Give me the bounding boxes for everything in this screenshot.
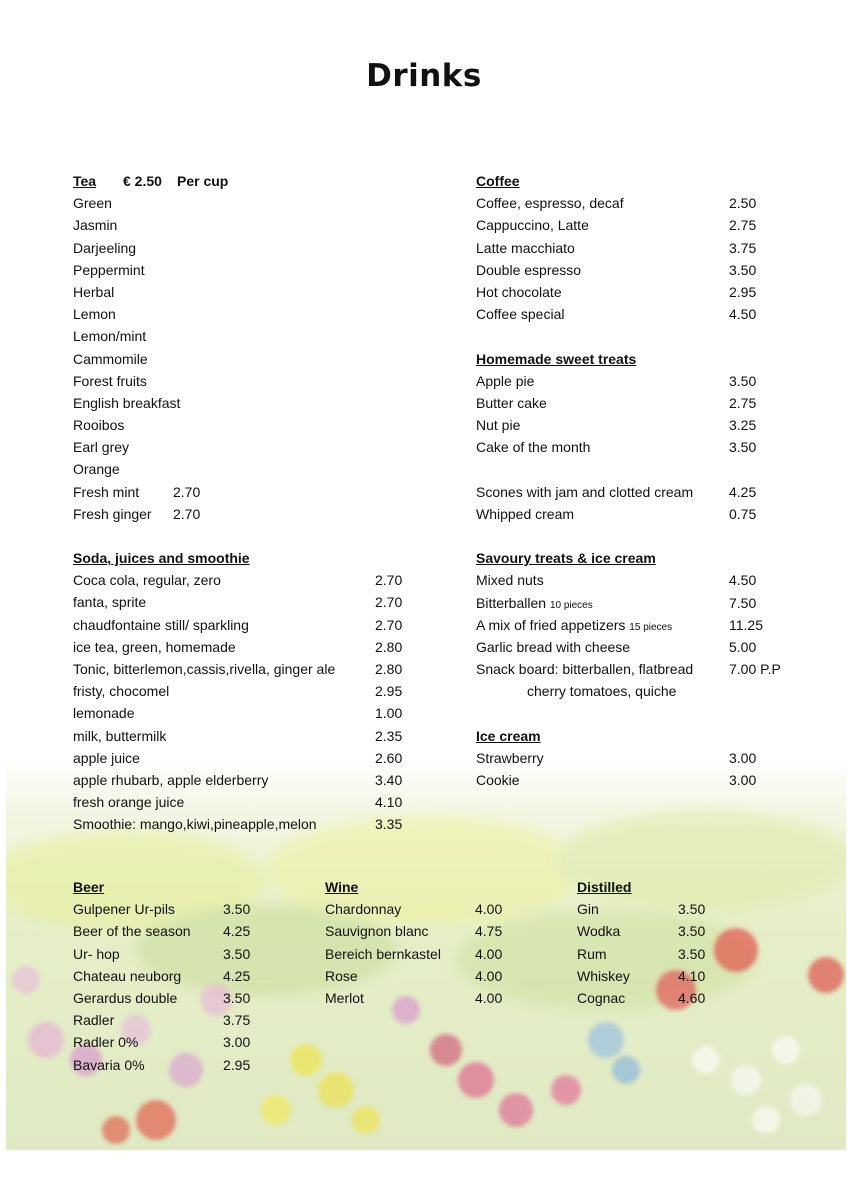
tea-section [73,170,403,525]
list-item [577,898,737,920]
sweet-heading: Homemade sweet treats [476,350,637,367]
list-item [73,591,413,613]
list-item [73,702,413,724]
item-price: 2.70 [173,483,201,500]
list-item [476,481,796,503]
list-item: Cammomile [73,350,148,367]
soda-section [73,547,413,835]
list-item [476,636,796,658]
wine-heading: Wine [325,879,359,895]
list-item [476,192,796,214]
item-note: 15 pieces [629,621,673,633]
item-price: 4.60 [678,989,706,1006]
list-item: Peppermint [73,261,145,278]
list-item [73,481,403,503]
item-name: Coffee special [476,306,565,323]
item-name: Fresh ginger [73,505,152,522]
list-item [73,636,413,658]
item-name: Cappuccino, Latte [476,217,589,234]
item-price: 4.00 [475,901,503,918]
list-item [73,569,413,591]
item-name: ice tea, green, homemade [73,638,236,655]
item-continuation: cherry tomatoes, quiche [527,683,677,700]
item-price: 3.75 [729,239,757,256]
page-title: Drinks [366,58,482,94]
item-name: Sauvignon blanc [325,923,429,940]
item-price: 1.00 [375,705,403,722]
item-name: milk, buttermilk [73,727,167,744]
list-item [325,898,525,920]
item-price: 4.25 [729,483,757,500]
list-item [476,436,796,458]
item-name: Garlic bread with cheese [476,638,631,655]
item-price: 2.75 [729,394,757,411]
item-price: 3.25 [729,417,757,434]
list-item [325,943,525,965]
list-item [73,813,413,835]
item-price: 2.35 [375,727,403,744]
item-price: 3.50 [729,261,757,278]
list-item [73,965,273,987]
item-price: 2.80 [375,638,403,655]
list-item [476,237,796,259]
item-name: Latte macchiato [476,239,575,256]
item-name: Cognac [577,989,626,1006]
savoury-heading: Savoury treats & ice cream [476,550,656,567]
item-price: 2.70 [375,572,403,589]
item-price: 4.00 [475,989,503,1006]
item-name: Snack board: bitterballen, flatbread [476,661,694,678]
icecream-heading: Ice cream [476,727,541,744]
list-item [73,1031,273,1053]
item-price: 5.00 [729,638,757,655]
item-price: 4.00 [475,945,503,962]
list-item: Orange [73,461,120,478]
distilled-heading: Distilled [577,879,632,895]
item-price: 7.00 P.P [729,661,781,678]
item-price: 3.00 [223,1034,251,1051]
list-item [73,614,413,636]
tea-price: € 2.50 [123,173,162,189]
item-price: 3.40 [375,771,403,788]
item-name: Butter cake [476,394,547,411]
list-item [476,370,796,392]
list-item [73,658,413,680]
list-item [476,303,796,325]
item-name: Scones with jam and clotted cream [476,483,694,500]
coffee-heading: Coffee [476,173,520,189]
beer-section [73,876,273,1076]
item-name: A mix of fried appetizers [476,616,626,633]
item-name: Whiskey [577,967,630,984]
tea-heading [73,170,403,192]
item-price: 3.50 [223,989,251,1006]
tea-unit: Per cup [177,173,229,189]
list-item: Lemon [73,306,116,323]
item-price: 4.50 [729,306,757,323]
item-name: Bavaria 0% [73,1056,145,1073]
wine-section [325,876,525,1009]
item-price: 4.25 [223,923,251,940]
item-price: 2.50 [729,195,757,212]
list-item [73,503,403,525]
item-name: Smoothie: mango,kiwi,pineapple,melon [73,816,317,833]
list-item [476,281,796,303]
item-name: lemonade [73,705,135,722]
list-item [73,747,413,769]
item-price: 4.50 [729,572,757,589]
list-item: Jasmin [73,217,118,234]
list-item [73,943,273,965]
list-item [73,680,413,702]
list-item [577,965,737,987]
soda-heading: Soda, juices and smoothie [73,550,250,566]
list-item [476,214,796,236]
list-item: Green [73,195,112,212]
item-name: Gulpener Ur-pils [73,901,175,918]
item-price: 4.75 [475,923,503,940]
item-name: Tonic, bitterlemon,cassis,rivella, ginger ale [73,660,336,677]
item-price: 3.50 [223,901,251,918]
item-name: Gerardus double [73,989,178,1006]
item-price: 2.75 [729,217,757,234]
list-item [73,725,413,747]
list-item [476,747,796,769]
item-name: fresh orange juice [73,794,185,811]
item-name: Apple pie [476,372,535,389]
item-name: Coffee, espresso, decaf [476,195,624,212]
item-price: 3.75 [223,1012,251,1029]
item-price: 4.10 [375,794,403,811]
coffee-section [476,170,796,791]
item-name: Bitterballen [476,594,547,611]
item-price: 3.50 [729,372,757,389]
list-item [476,658,796,680]
item-name: Bereich bernkastel [325,945,441,962]
list-item [577,987,737,1009]
item-note: 10 pieces [549,599,593,611]
item-name: apple juice [73,749,140,766]
item-price: 2.60 [375,749,403,766]
list-item [325,965,525,987]
list-item [73,920,273,942]
tea-title: Tea [73,173,97,189]
list-item [476,769,796,791]
item-name: Double espresso [476,261,582,278]
list-item: Lemon/mint [73,328,147,345]
item-price: 4.25 [223,967,251,984]
item-name: Nut pie [476,417,521,434]
item-name: Radler [73,1012,115,1029]
list-item [476,569,796,591]
item-name: Cake of the month [476,439,591,456]
item-price: 2.70 [375,616,403,633]
item-name: Cookie [476,772,520,789]
item-name: Strawberry [476,749,544,766]
list-item [325,987,525,1009]
item-name: Beer of the season [73,923,191,940]
list-item [476,392,796,414]
item-name: Coca cola, regular, zero [73,572,221,589]
list-item [73,1009,273,1031]
item-name: fanta, sprite [73,594,147,611]
list-item [577,943,737,965]
item-price: 2.95 [729,283,757,300]
item-price: 3.50 [678,923,706,940]
item-name: Gin [577,901,599,918]
list-item [73,769,413,791]
list-item [476,614,796,636]
list-item [577,920,737,942]
list-item [476,414,796,436]
list-item: Forest fruits [73,372,147,389]
item-price: 3.50 [678,945,706,962]
item-price: 2.95 [223,1056,251,1073]
list-item [73,898,273,920]
list-item: Darjeeling [73,239,137,256]
item-name: Rose [325,967,358,984]
list-item: English breakfast [73,394,181,411]
item-price: 0.75 [729,505,757,522]
item-name: Fresh mint [73,483,140,500]
item-name: Chardonnay [325,901,402,918]
item-price: 4.10 [678,967,706,984]
spacer [476,703,796,725]
item-name: Wodka [577,923,621,940]
item-price: 4.00 [475,967,503,984]
list-item [476,592,796,614]
spacer [476,458,796,480]
item-name: Chateau neuborg [73,967,182,984]
item-price: 3.35 [375,816,403,833]
beer-heading: Beer [73,879,105,895]
item-price: 2.70 [375,594,403,611]
item-price: 3.50 [729,439,757,456]
list-item [325,920,525,942]
distilled-section [577,876,737,1009]
item-name: Radler 0% [73,1034,139,1051]
item-name: Merlot [325,989,364,1006]
item-price: 3.00 [729,772,757,789]
spacer [476,325,796,347]
item-price: 7.50 [729,594,757,611]
list-item [73,1054,273,1076]
item-name: Rum [577,945,607,962]
item-name: chaudfontaine still/ sparkling [73,616,249,633]
item-price: 3.50 [223,945,251,962]
item-name: Hot chocolate [476,283,562,300]
list-item [73,791,413,813]
item-name: apple rhubarb, apple elderberry [73,771,269,788]
item-price: 2.70 [173,505,201,522]
list-item: Earl grey [73,439,130,456]
spacer [476,525,796,547]
item-name: Ur- hop [73,945,120,962]
list-item [73,987,273,1009]
item-name: Whipped cream [476,505,575,522]
item-price: 3.50 [678,901,706,918]
item-price: 3.00 [729,749,757,766]
item-name: Mixed nuts [476,572,544,589]
item-price: 11.25 [729,616,763,633]
list-item [476,259,796,281]
item-price: 2.95 [375,683,403,700]
item-name: fristy, chocomel [73,683,170,700]
item-price: 2.80 [375,660,403,677]
list-item: Rooibos [73,417,125,434]
list-item: Herbal [73,283,115,300]
list-item [476,503,796,525]
